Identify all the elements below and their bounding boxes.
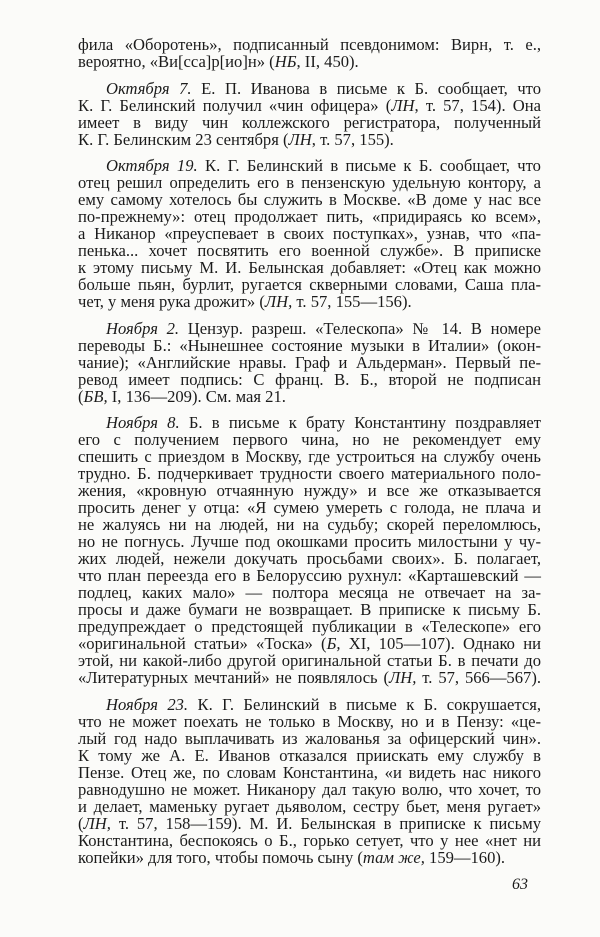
text: к этому письму М. И. Белынская добавляет: «Отец как можно	[78, 258, 541, 277]
text: I, 136—209). См. мая 21.	[107, 386, 286, 406]
italic-text: Б,	[326, 634, 341, 653]
text-line	[78, 798, 541, 815]
text: и делает, маменьку ругает дьяволом, сестру бьет, меня ругает»	[78, 796, 541, 816]
text: Б. в письме к брату Константину поздравляет	[179, 413, 541, 432]
italic-text: Октября 19.	[106, 156, 198, 175]
text: т. 57, 566—567).	[416, 668, 541, 687]
text-line	[78, 465, 541, 482]
italic-text: ЛН,	[83, 813, 111, 833]
text-line	[78, 259, 541, 276]
paragraph	[78, 80, 541, 148]
text: (	[78, 813, 84, 833]
text-line	[78, 174, 541, 191]
text: Пензе. Отец же, по словам Константина, «и видеть нас никого	[78, 762, 541, 782]
text: его с получением первого чина, но не рекомендует ему	[78, 430, 541, 449]
text-line	[78, 567, 541, 584]
text-line	[78, 131, 541, 148]
text: , т. 57, 155).	[311, 129, 394, 149]
text: чание); «Английские нравы. Граф и Альдерман». Первый пе-	[78, 352, 541, 372]
text: лый год надо выплачивать из жалованья за офицерский чин».	[78, 728, 541, 748]
text-line	[78, 747, 541, 764]
text: жих людей, нежели докучать просьбами своих». Б. полагает,	[78, 549, 541, 568]
text: «оригинальной статьи» «Тоска» (	[78, 634, 327, 653]
italic-text: Ноября 2.	[106, 318, 180, 338]
italic-text: ЛН	[391, 95, 415, 115]
text-line	[78, 730, 541, 747]
text-line	[78, 293, 541, 310]
text-line	[78, 80, 541, 97]
text-line	[78, 225, 541, 242]
text: а Никанор «преуспевает в своих поступках», узнав, что «па-	[78, 224, 541, 243]
paragraph	[78, 696, 541, 866]
text-line	[78, 388, 541, 405]
text: К тому же А. Е. Иванов отказался приискать ему службу в	[78, 745, 541, 765]
text-line	[78, 713, 541, 730]
text-line	[78, 337, 541, 354]
text: трудно. Б. подчеркивает трудности своего материального поло-	[78, 464, 541, 483]
text-line	[78, 114, 541, 131]
italic-text: там же,	[362, 847, 425, 867]
text-line	[78, 157, 541, 174]
italic-text: ЛН,	[389, 668, 417, 687]
text: К. Г. Белинским 23 сентября (	[78, 129, 289, 149]
text-line	[78, 618, 541, 635]
text-line	[78, 371, 541, 388]
text: т. 57, 158—159). М. И. Белынская в приписке к письму	[110, 813, 541, 833]
text: подлец, каких мало» — полтора месяца не отвечает на за-	[78, 583, 541, 602]
document-body	[78, 36, 541, 875]
text-line	[78, 669, 541, 686]
text: что план переезда его в Белоруссию рухнул: «Карташевский —	[78, 566, 541, 585]
text: Е. П. Иванова в письме к Б. сообщает, что	[191, 78, 541, 98]
page-number: 63	[512, 876, 528, 893]
paragraph	[78, 320, 541, 405]
text: копейки» для того, чтобы помочь сыну (	[78, 847, 363, 867]
text: спешить с приездом в Москву, где устроиться на службу очень	[78, 447, 541, 466]
text-line	[78, 320, 541, 337]
text: переводы Б.: «Нынешнее состояние музыки в Италии» (окон-	[78, 335, 541, 355]
paragraph	[78, 414, 541, 686]
italic-text: НБ	[274, 52, 297, 71]
text-line	[78, 448, 541, 465]
text: , II, 450).	[296, 52, 359, 71]
italic-text: БВ,	[83, 386, 108, 406]
text-line	[78, 97, 541, 114]
text-line	[78, 584, 541, 601]
text: К. Г. Белинский получил «чин офицера» (	[78, 95, 392, 115]
text: «Литературных мечтаний» не появлялось (	[78, 668, 390, 687]
text: пенька... хочет посвятить его военной службе». В приписке	[78, 241, 541, 260]
text-line	[78, 354, 541, 371]
text: XI, 105—107). Однако ни	[340, 634, 541, 653]
text: имеет в виду чин коллежского регистратора, полученный	[78, 112, 541, 132]
text: 159—160).	[424, 847, 506, 867]
paragraph	[78, 157, 541, 310]
text: этой, ни какой-либо другой оригинальной статьи Б. в печати до	[78, 651, 541, 670]
text-line	[78, 516, 541, 533]
italic-text: Ноября 8.	[106, 413, 180, 432]
text: просить денег у отца: «Я сумею умереть с голода, не плача и	[78, 498, 541, 517]
text: Константина, беспокоясь о Б., горько сетует, что у нее «нет ни	[78, 830, 541, 850]
italic-text: ЛН,	[264, 292, 293, 311]
text: не жалуясь ни на людей, ни на судьбу; скорей переломлюсь,	[78, 515, 541, 534]
text: больше пьян, бурлит, ругается скверными словами, Саша пла-	[78, 275, 541, 294]
text-line	[78, 696, 541, 713]
text-line	[78, 191, 541, 208]
text-line	[78, 276, 541, 293]
text: но не погнусь. Лучше под окошками просить милостыни у чу-	[78, 532, 541, 551]
paragraph	[78, 36, 541, 70]
text-line	[78, 499, 541, 516]
text-line	[78, 652, 541, 669]
italic-text: Ноября 23.	[106, 694, 189, 714]
text: К. Г. Белинский в письме к Б. сообщает, что	[197, 156, 541, 175]
text-line	[78, 849, 541, 866]
text-line	[78, 533, 541, 550]
text: Цензур. разреш. «Телескопа» № 14. В номере	[179, 318, 541, 338]
text-line	[78, 781, 541, 798]
text: просы и даже бумаги не возвращает. В приписке к письму Б.	[78, 600, 541, 619]
text: , т. 57, 154). Она	[414, 95, 541, 115]
text: что не может поехать не только в Москву, но и в Пензу: «це-	[78, 711, 541, 731]
text-line	[78, 431, 541, 448]
italic-text: Октября 7.	[106, 78, 192, 98]
text-line	[78, 550, 541, 567]
text-line	[78, 242, 541, 259]
text: чет, у меня рука дрожит» (	[78, 292, 265, 311]
text: (	[78, 386, 84, 406]
text-line	[78, 601, 541, 618]
text-line	[78, 482, 541, 499]
text: предупреждает о предстоящей публикации в «Телескопе» его	[78, 617, 541, 636]
text-line	[78, 36, 541, 53]
text-line	[78, 635, 541, 652]
text: К. Г. Белинский в письме к Б. сокрушается,	[188, 694, 541, 714]
text: равнодушно не может. Никанору дал такую волю, что хочет, то	[78, 779, 541, 799]
text: вероятно, «Ви[сса]р[ио]н» (	[78, 52, 275, 71]
text: отец решил определить его в пензенскую удельную контору, а	[78, 173, 541, 192]
text: ему самому хотелось бы служить в Москве. «В доме у нас все	[78, 190, 541, 209]
text: фила «Оборотень», подписанный псевдонимом: Вирн, т. е.,	[78, 35, 541, 54]
text-line	[78, 832, 541, 849]
text-line	[78, 815, 541, 832]
text-line	[78, 764, 541, 781]
text: т. 57, 155—156).	[292, 292, 412, 311]
text: ревод имеет подпись: С франц. В. Б., второй не подписан	[78, 369, 541, 389]
text-line	[78, 414, 541, 431]
italic-text: ЛН	[288, 129, 312, 149]
text-line	[78, 53, 541, 70]
text: жения, «кровную отчаянную нужду» и все же отказывается	[78, 481, 541, 500]
text-line	[78, 208, 541, 225]
text: по-прежнему»: отец продолжает пить, «придираясь ко всем»,	[78, 207, 541, 226]
